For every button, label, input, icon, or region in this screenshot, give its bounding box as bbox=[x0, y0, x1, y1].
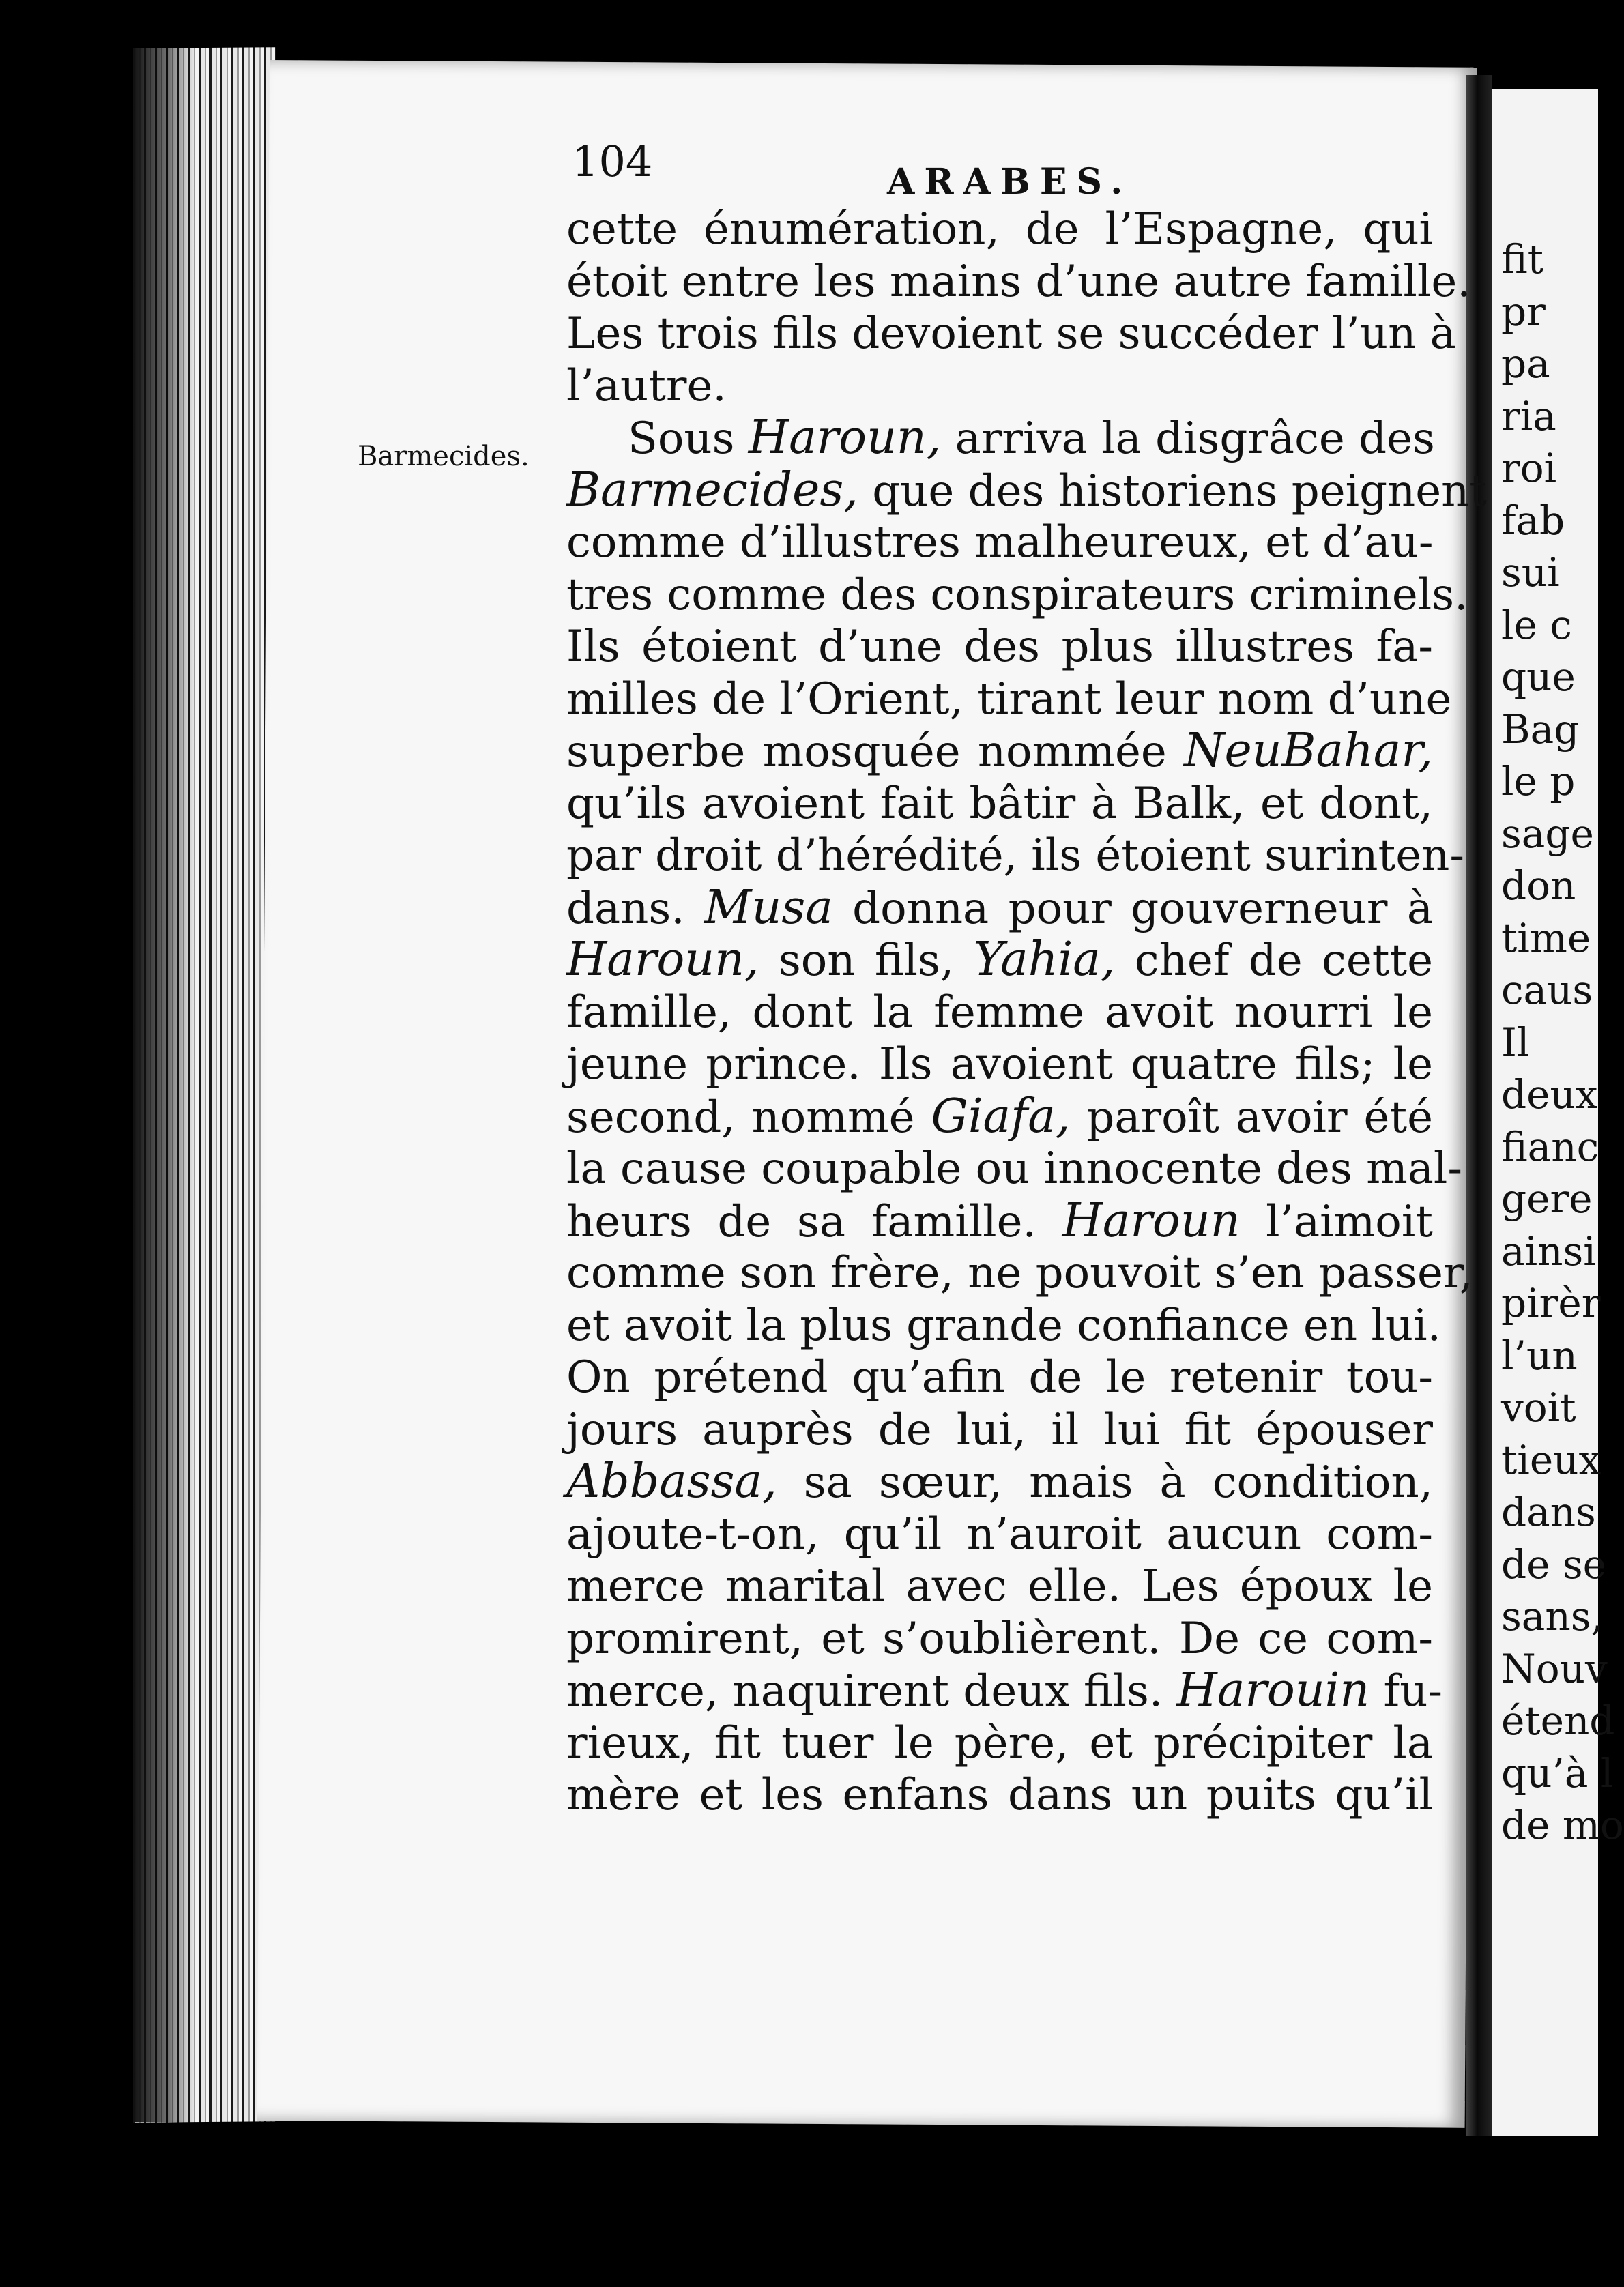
text-run: donna pour gouverneur à bbox=[832, 883, 1433, 934]
book-gutter bbox=[1466, 75, 1492, 2136]
facing-line: sans, bbox=[1501, 1593, 1604, 1640]
margin-note: Barmecides. bbox=[358, 441, 530, 472]
facing-line: roi bbox=[1501, 445, 1557, 491]
text-run: comme d’illustres malheureux, et d’au- bbox=[566, 517, 1434, 568]
text-run: fu- bbox=[1369, 1666, 1443, 1717]
text-run: heurs de sa famille. bbox=[566, 1196, 1062, 1247]
italic-name: Giafa, bbox=[931, 1089, 1071, 1144]
text-run: et avoit la plus grande confiance en lui. bbox=[566, 1300, 1441, 1351]
text-run: milles de l’Orient, tirant leur nom d’une bbox=[566, 673, 1452, 725]
text-line bbox=[566, 934, 1433, 987]
text-run: son fils, bbox=[759, 935, 974, 986]
text-line bbox=[566, 1404, 1433, 1457]
text-run: rieux, fit tuer le père, et précipiter la bbox=[566, 1717, 1433, 1768]
facing-line: le c bbox=[1501, 601, 1572, 648]
text-line bbox=[566, 1509, 1433, 1561]
text-run: comme son frère, ne pouvoit s’en passer, bbox=[566, 1248, 1473, 1298]
text-run: tres comme des conspirateurs criminels. bbox=[566, 569, 1468, 620]
text-run: jours auprès de lui, il lui fit épouser bbox=[566, 1404, 1433, 1455]
text-run: Les trois fils devoient se succéder l’un à bbox=[566, 308, 1456, 359]
text-line bbox=[566, 1560, 1433, 1613]
facing-line: sage bbox=[1501, 810, 1594, 857]
italic-name: Haroun, bbox=[748, 411, 942, 465]
text-run: merce marital avec elle. Les époux le bbox=[566, 1561, 1433, 1612]
text-line bbox=[566, 1352, 1433, 1404]
italic-name: Haroun, bbox=[566, 933, 759, 987]
text-line bbox=[566, 308, 1456, 360]
facing-line: don bbox=[1501, 862, 1576, 909]
facing-line: Nouv bbox=[1501, 1645, 1608, 1692]
facing-line: sui bbox=[1501, 549, 1560, 596]
facing-line: ria bbox=[1501, 392, 1556, 439]
text-line bbox=[566, 412, 1433, 465]
text-line bbox=[566, 621, 1433, 673]
text-line bbox=[566, 1717, 1433, 1770]
facing-line: de mo bbox=[1501, 1802, 1624, 1848]
text-line bbox=[566, 1456, 1433, 1509]
facing-line: pa bbox=[1501, 340, 1550, 387]
running-head: ARABES. bbox=[887, 161, 1133, 203]
text-line bbox=[566, 987, 1433, 1039]
facing-line: gere bbox=[1501, 1176, 1593, 1222]
italic-name: Haroun bbox=[1062, 1193, 1241, 1248]
facing-line: tieux bbox=[1501, 1436, 1601, 1483]
text-run: chef de cette bbox=[1115, 935, 1434, 986]
text-line bbox=[566, 569, 1468, 622]
facing-line: que bbox=[1501, 654, 1576, 700]
facing-line: voit bbox=[1501, 1384, 1576, 1431]
text-run: dans. bbox=[566, 883, 704, 934]
text-run: sa sœur, mais à condition, bbox=[777, 1457, 1433, 1508]
facing-line: Bag bbox=[1501, 705, 1580, 753]
text-run: qu’ils avoient fait bâtir à Balk, et dont, bbox=[566, 778, 1433, 829]
text-line bbox=[566, 673, 1452, 726]
text-line bbox=[566, 1091, 1433, 1144]
text-run: par droit d’hérédité, ils étoient surinten- bbox=[566, 830, 1464, 881]
page-number: 104 bbox=[572, 136, 653, 186]
text-run: mère et les enfans dans un puits qu’il bbox=[566, 1770, 1433, 1820]
text-line bbox=[566, 725, 1433, 778]
text-line bbox=[566, 1038, 1433, 1091]
text-line bbox=[566, 256, 1471, 308]
text-run: arriva la disgrâce des bbox=[941, 413, 1435, 464]
text-line bbox=[566, 1143, 1462, 1195]
text-line bbox=[566, 778, 1433, 830]
facing-line: l’un bbox=[1501, 1332, 1578, 1379]
text-line bbox=[566, 1300, 1441, 1352]
text-run: paroît avoir été bbox=[1070, 1092, 1434, 1143]
text-line bbox=[566, 1613, 1433, 1665]
facing-line: ainsi bbox=[1501, 1227, 1596, 1274]
text-run: ajoute-t-on, qu’il n’auroit aucun com- bbox=[566, 1509, 1433, 1560]
text-run: Ils étoient d’une des plus illustres fa- bbox=[566, 622, 1433, 672]
text-line bbox=[566, 203, 1433, 256]
facing-line: fab bbox=[1501, 497, 1565, 544]
text-run: Sous bbox=[628, 413, 749, 464]
text-run: jeune prince. Ils avoient quatre fils; le bbox=[566, 1039, 1433, 1090]
italic-name: NeuBahar, bbox=[1183, 724, 1433, 778]
facing-line: time bbox=[1501, 914, 1591, 961]
text-run: superbe mosquée nommée bbox=[566, 727, 1184, 777]
text-line bbox=[566, 1247, 1473, 1300]
facing-line: Il bbox=[1501, 1019, 1530, 1066]
text-run: promirent, et s’oublièrent. De ce com- bbox=[566, 1613, 1433, 1664]
italic-name: Musa bbox=[704, 880, 833, 935]
text-run: famille, dont la femme avoit nourri le bbox=[566, 987, 1433, 1038]
text-run: merce, naquirent deux fils. bbox=[566, 1666, 1177, 1717]
facing-line: pr bbox=[1501, 288, 1546, 335]
italic-name: Abbassa, bbox=[566, 1455, 777, 1509]
body-text bbox=[566, 203, 1488, 1822]
facing-line: de se bbox=[1501, 1541, 1606, 1588]
text-run: l’autre. bbox=[566, 360, 727, 411]
italic-name: Barmecides, bbox=[566, 463, 858, 517]
text-line bbox=[566, 830, 1464, 882]
text-line bbox=[566, 1195, 1433, 1248]
text-line bbox=[566, 1663, 1443, 1717]
facing-line: étend bbox=[1501, 1698, 1615, 1744]
page-edge-shadow bbox=[133, 48, 194, 2122]
facing-line: pirèr bbox=[1501, 1280, 1601, 1326]
facing-line: qu’à l bbox=[1501, 1749, 1614, 1796]
text-run: cette énumération, de l’Espagne, qui bbox=[566, 204, 1433, 254]
text-run: que des historiens peignent bbox=[858, 465, 1488, 516]
text-run: étoit entre les mains d’une autre famille. bbox=[566, 256, 1471, 307]
facing-line: deux bbox=[1501, 1071, 1598, 1118]
text-run: l’aimoit bbox=[1240, 1196, 1433, 1247]
text-run: On prétend qu’afin de le retenir tou- bbox=[566, 1352, 1433, 1403]
italic-name: Harouin bbox=[1176, 1663, 1370, 1717]
italic-name: Yahia, bbox=[973, 933, 1116, 987]
text-run: second, nommé bbox=[566, 1092, 931, 1143]
facing-line: caus bbox=[1501, 967, 1593, 1013]
text-run: la cause coupable ou innocente des mal- bbox=[566, 1144, 1462, 1194]
text-line bbox=[566, 516, 1433, 569]
facing-page-text bbox=[1501, 233, 1624, 1852]
facing-line: dans bbox=[1501, 1489, 1596, 1535]
facing-line: fianc bbox=[1501, 1123, 1599, 1170]
facing-line: fit bbox=[1501, 236, 1543, 282]
text-line bbox=[566, 360, 1433, 413]
text-line bbox=[566, 463, 1488, 517]
text-line bbox=[566, 882, 1433, 935]
facing-line: le p bbox=[1501, 758, 1576, 804]
text-line bbox=[566, 1769, 1433, 1822]
